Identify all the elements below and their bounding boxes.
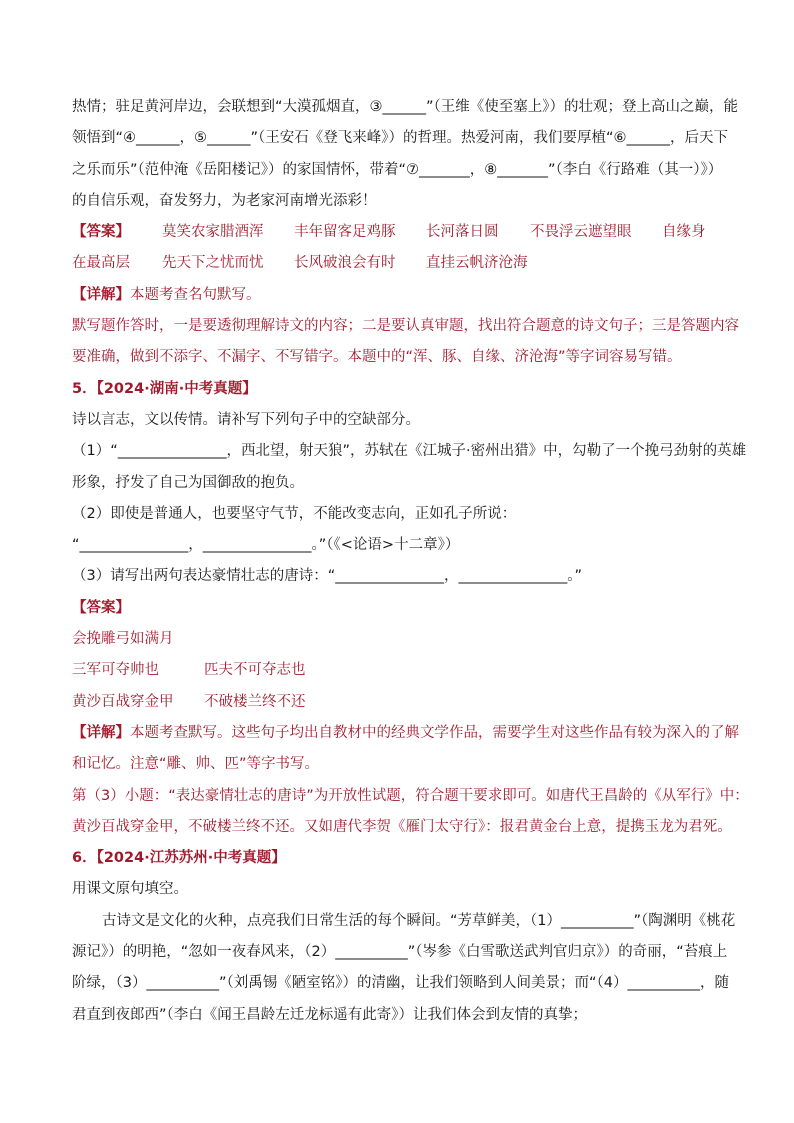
q5-part1-line: 形象，抒发了自己为国御敌的抱负。 [72,474,304,491]
q4-continuation-line: 的自信乐观，奋发努力，为老家河南增光添彩！ [72,192,377,209]
q5-detail-line: 黄沙百战穿金甲，不破楼兰终不还。又如唐代李贺《雁门太守行》：报君黄金台上意，提携玉龙为君死。 [72,818,732,835]
answer-item: 匹夫不可夺志也 [204,662,306,679]
answer-item: 莫笑农家腊酒浑 [162,224,264,241]
answer-item: 先天下之忧而忧 [162,255,264,272]
q4-continuation-line: 领悟到“④______，⑤______”（王安石《登飞来峰》）的哲理。热爱河南，我们要厚植“⑥______，后天下 [72,130,729,147]
q5-part2-line: “_______________，_______________。”（《<论语>十二章》） [72,537,460,554]
q5-heading: 5．【2024·湖南·中考真题】 [72,380,257,397]
q5-detail-line: 和记忆。注意“雕、帅、匹”等字书写。 [72,756,320,773]
answer-item: 长河落日圆 [426,224,499,241]
q5-answer-2 [72,655,724,686]
q6-heading: 6．【2024·江苏苏州·中考真题】 [72,850,286,867]
q6-passage-line: 阶绿，（3）__________”（刘禹锡《陋室铭》）的清幽，让我们领略到人间美景；而“（4）__________，随 [72,975,729,992]
detail-label: 【详解】 [72,286,130,303]
q6-passage-line: 君直到夜郎西”（李白《闻王昌龄左迁龙标遥有此寄》）让我们体会到友情的真挚； [72,1006,588,1023]
q5-intro: 诗以言志，文以传情。请补写下列句子中的空缺部分。 [72,411,420,428]
answer-item: 不破楼兰终不还 [204,693,306,710]
answer-item: 黄沙百战穿金甲 [72,693,174,710]
answer-item: 自缘身 [662,224,706,241]
q6-passage-line: 古诗文是文化的火种，点亮我们日常生活的每个瞬间。“芳草鲜美，（1）__________”（陶渊明《桃花 [102,912,736,929]
detail-text: 本题考查默写。这些句子均出自教材中的经典文学作品，需要学生对这些作品有较为深入的了解 [130,724,739,741]
answer-label: 【答案】 [72,224,130,241]
q4-answer-row [72,217,724,248]
answer-item: 不畏浮云遮望眼 [530,224,632,241]
answer-item: 直挂云帆济沧海 [426,255,528,272]
answer-item: 在最高层 [72,255,130,272]
q4-detail [72,280,724,311]
q5-part3-line: （3）请写出两句表达豪情壮志的唐诗：“_______________，_______________。” [72,568,582,585]
q5-detail [72,718,739,749]
q4-continuation-line: 热情；驻足黄河岸边，会联想到“大漠孤烟直，③______”（王维《使至塞上》）的壮观；登上高山之巅，能 [72,99,739,115]
answer-label: 【答案】 [72,599,130,616]
q4-detail-line: 默写题作答时，一是要透彻理解诗文的内容；二是要认真审题，找出符合题意的诗文句子；三是答题内容 [72,318,739,335]
q4-detail-line: 要准确，做到不添字、不漏字、不写错字。本题中的“浑、豚、自缘、济沧海”等字词容易写错。 [72,349,682,366]
q5-part1-line: （1）“_______________，西北望，射天狼”，苏轼在《江城子·密州出猎》中，勾勒了一个挽弓劲射的英雄 [72,443,747,460]
q6-passage-line: 源记》）的明艳，“忽如一夜春风来，（2）__________”（岑参《白雪歌送武判官归京》）的奇丽，“苔痕上 [72,944,728,961]
q4-answer-row [72,248,724,279]
answer-item: 三军可夺帅也 [72,662,159,679]
q5-part2-line: （2）即使是普通人，也要坚守气节，不能改变志向，正如孔子所说： [72,505,517,522]
q5-answer-1: 会挽雕弓如满月 [72,631,174,648]
q4-continuation-line: 之乐而乐”（范仲淹《岳阳楼记》）的家国情怀，带着“⑦_______，⑧_______”（李白《行路难（其一）》） [72,161,723,178]
answer-item: 长风破浪会有时 [294,255,396,272]
q5-detail-line: 第（3）小题：“表达豪情壮志的唐诗”为开放性试题，符合题干要求即可。如唐代王昌龄的《从军行》中： [72,787,749,804]
document-page [72,92,749,1031]
q6-intro: 用课文原句填空。 [72,881,188,898]
detail-text: 本题考查名句默写。 [130,286,261,303]
q5-answer-3 [72,687,724,718]
answer-item: 丰年留客足鸡豚 [294,224,396,241]
detail-label: 【详解】 [72,724,130,741]
